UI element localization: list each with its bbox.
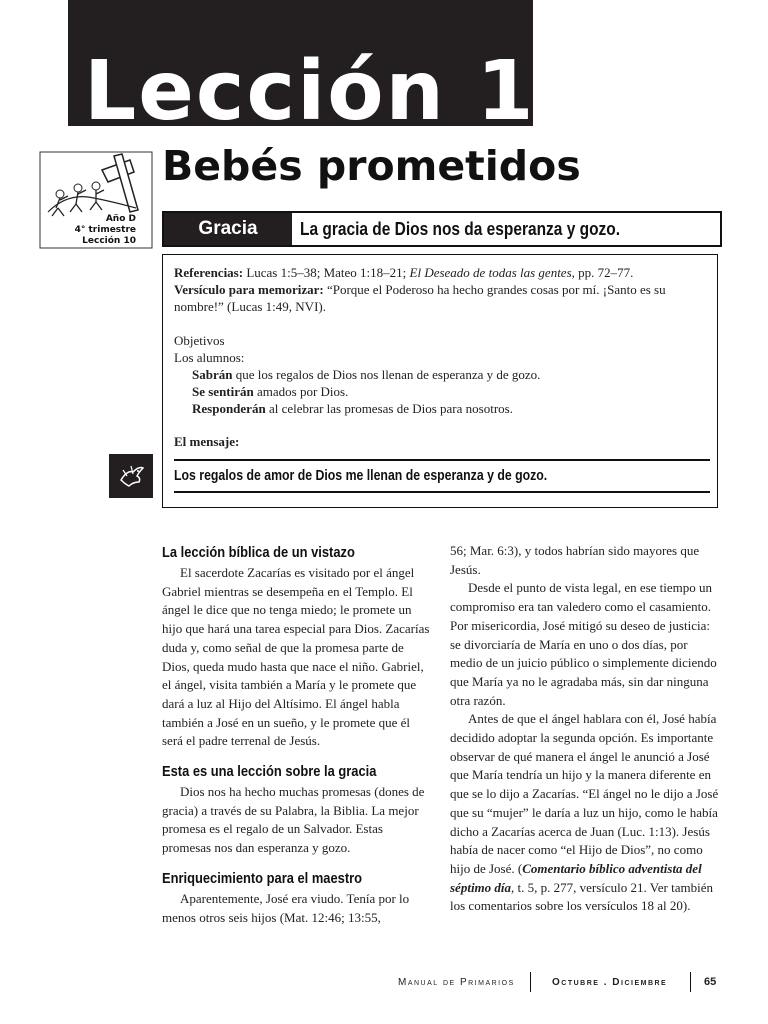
lesson-subtitle: Bebés prometidos — [162, 142, 581, 190]
message-box — [174, 459, 710, 493]
section-paragraph: 56; Mar. 6:3), y todos habrían sido mayores que Jesús. — [450, 543, 700, 577]
section-paragraph: Dios nos ha hecho muchas promesas (dones de gracia) a través de su Palabra, la Biblia. La mejor promesa es el regalo de un Salvador. Estas promesas nos dan esperanza y gozo. — [162, 784, 425, 856]
lesson-info-box — [162, 254, 718, 508]
section-paragraph: Aparentemente, José era viudo. Tenía por lo menos otros seis hijos (Mat. 12:46; 13:55, — [162, 890, 410, 925]
references-pages: , pp. 72–77. — [571, 265, 634, 280]
objective-item: Sabrán que los regalos de Dios nos llenan de esperanza y de gozo. — [192, 367, 541, 382]
memory-verse-text: “Porque el Poderoso ha hecho grandes cosas por mí. ¡Santo es su nombre!” (Lucas 1:49, NVI). — [174, 282, 666, 314]
references-book: El Deseado de todas las gentes — [409, 265, 572, 280]
references-label: Referencias: — [174, 265, 244, 280]
references-text: Lucas 1:5–38; Mateo 1:18–21; — [246, 265, 407, 280]
section-paragraph: Antes de que el ángel hablara con él, José había decidido adoptar la segunda opción. Es importante observar de qué manera el ángel le anunció a José que María tendría un hijo y la manera diferente en que se lo dijo a Zacarías. “El ángel no le dijo a José que su “mujer” le daría a luz un hijo, como le había dicho a Zacarías acerca de Juan (Luc. 1:13). Jesús había de nacer como “el Hijo de Dios”, no como hijo de José. (Comentario bíblico adventista del séptimo día, t. 5, p. 277, versículo 21. Ver también los comentarios sobre los versículos 18 al 20). — [450, 711, 719, 914]
theme-text: La gracia de Dios nos da esperanza y gozo. — [300, 219, 621, 239]
footer-divider — [530, 972, 531, 992]
quarter-label: 4° trimestre — [74, 225, 136, 235]
objective-item: Se sentirán amados por Dios. — [192, 384, 349, 399]
memory-verse-label: Versículo para memorizar: — [174, 282, 324, 297]
objectives-title: Objetivos — [174, 333, 225, 348]
section-heading: Esta es una lección sobre la gracia — [162, 763, 377, 781]
year-label: Año D — [105, 214, 136, 224]
message-text: Los regalos de amor de Dios me llenan de esperanza y de gozo. — [174, 467, 548, 484]
references — [174, 264, 710, 281]
right-column — [450, 542, 720, 916]
footer-divider — [690, 972, 691, 992]
footer-quarter: Octubre . Diciembre — [552, 977, 668, 988]
objectives-intro: Los alumnos: — [174, 350, 245, 365]
dove-icon — [109, 454, 153, 498]
page-footer — [0, 968, 768, 996]
section-paragraph: El sacerdote Zacarías es visitado por el ángel Gabriel mientras se desempeña en el Templo. El ángel le dice que no tenga miedo; le promete un hijo que hará una tarea especial para Dios. Zacarías duda y, como señal de que la promesa parte de Dios, queda mudo hasta que nace el niño. Gabriel, el ángel, visita también a María y le promete que dará a luz al Hijo del Altísimo. El ángel habla también a José en un sueño, y le promete que él será el padre terrenal de Jesús. — [162, 565, 430, 749]
memory-verse — [174, 281, 710, 315]
lesson-title: Lección 10 — [84, 44, 595, 139]
objective-item: Responderán al celebrar las promesas de Dios para nosotros. — [192, 401, 513, 416]
theme-bar — [162, 211, 722, 247]
message-label: El mensaje: — [174, 434, 240, 449]
lesson-meta — [44, 214, 136, 247]
footer-manual: Manual de Primarios — [398, 977, 515, 988]
section-paragraph: Desde el punto de vista legal, en ese tiempo un compromiso era tan valedero como el casamiento. Por misericordia, José mitigó su deseo de justicia: se divorciaría de María en uno o dos días, por medio de un juicio público o simplemente diciendo que María ya no le agradaba más, sin dar ninguna otra razón. — [450, 580, 717, 708]
section-heading: La lección bíblica de un vistazo — [162, 544, 355, 561]
lesson-number-label: Lección 10 — [82, 236, 136, 246]
section-heading: Enriquecimiento para el maestro — [162, 869, 363, 887]
left-column — [162, 542, 432, 927]
theme-label: Gracia — [164, 213, 292, 245]
page-number: 65 — [704, 976, 717, 988]
commentary-book-title: Comentario bíblico adventista del séptimo día — [450, 860, 702, 895]
